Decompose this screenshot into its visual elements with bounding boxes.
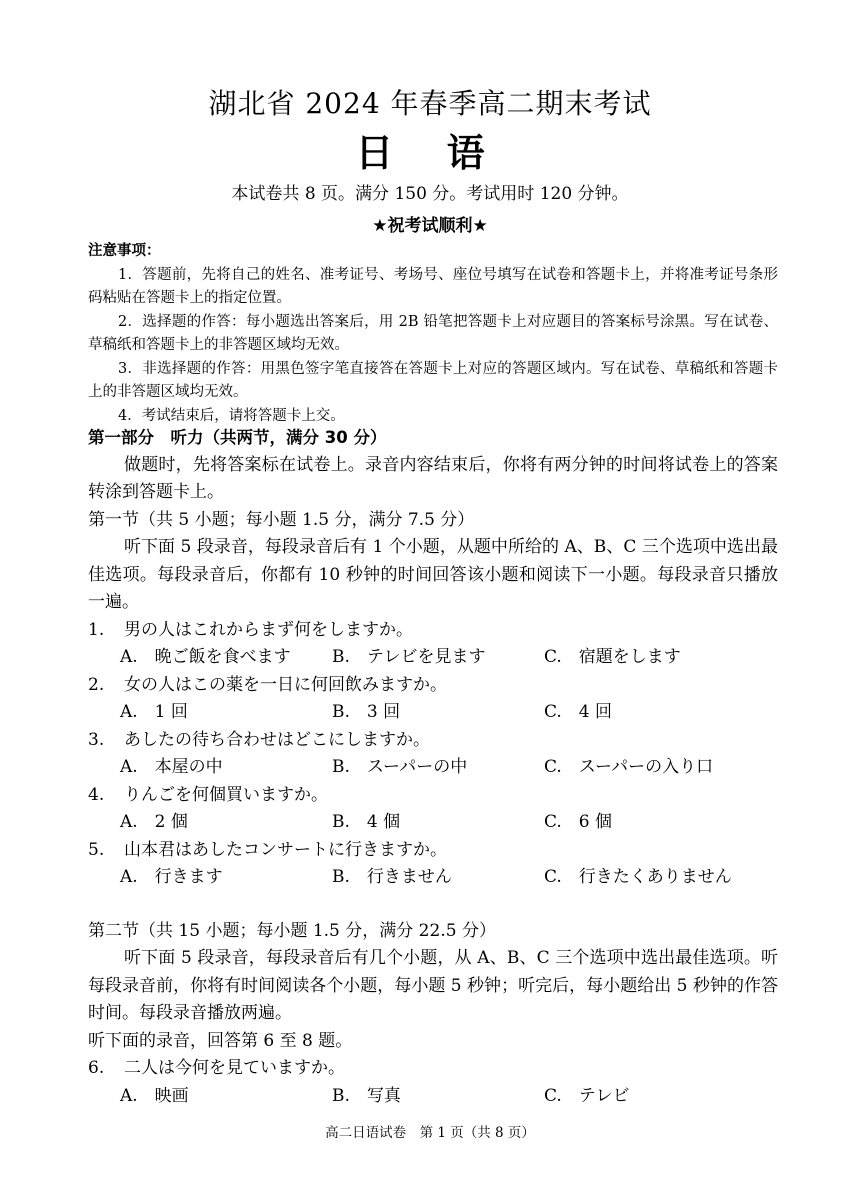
notice-item: 2．选择题的作答：每小题选出答案后，用 2B 铅笔把答题卡上对应题目的答案标号涂黑。写在试卷、草稿纸和答题卡上的非答题区域均无效。 <box>88 313 778 353</box>
option-a: A. 映画 <box>120 1085 189 1106</box>
notice-item: 1．答题前，先将自己的姓名、准考证号、考场号、座位号填写在试卷和答题卡上，并将准考证号条形码粘贴在答题卡上的指定位置。 <box>88 266 778 306</box>
question-text: 山本君はあしたコンサートに行きますか。 <box>124 839 447 860</box>
question-text: 男の人はこれからまず何をしますか。 <box>124 619 413 640</box>
notice-item: 3．非选择题的作答：用黑色签字笔直接答在答题卡上对应的答题区域内。写在试卷、草稿纸和答题卡上的非答题区域均无效。 <box>88 360 778 400</box>
option-a: A. 1 回 <box>120 702 188 722</box>
question-text: あしたの待ち合わせはどこにしますか。 <box>124 729 430 750</box>
exam-info: 本试卷共 8 页。满分 150 分。考试用时 120 分钟。 <box>231 184 629 204</box>
option-c: C. 行きたくありません <box>544 867 732 887</box>
question-number: 5. <box>88 839 105 860</box>
listening-section <box>88 424 778 1110</box>
question-3 <box>88 727 778 782</box>
question-5 <box>88 837 778 892</box>
question-number: 3. <box>88 729 105 750</box>
option-b: B. 3 回 <box>332 702 401 722</box>
section2-lead: 听下面的录音，回答第 6 至 8 题。 <box>88 1030 353 1051</box>
spacer <box>88 892 778 918</box>
option-b: B. スーパーの中 <box>332 757 468 777</box>
part1-heading: 第一部分 听力（共两节，满分 30 分） <box>88 428 387 447</box>
notice-item: 4．考试结束后，请将答题卡上交。 <box>118 407 345 424</box>
option-b: B. 写真 <box>332 1085 401 1106</box>
option-b: B. テレビを見ます <box>332 647 486 667</box>
question-6 <box>88 1055 778 1110</box>
question-number: 6. <box>88 1058 105 1078</box>
option-a: A. 行きます <box>120 867 223 887</box>
question-number: 4. <box>88 784 105 805</box>
section1-heading: 第一节（共 5 小题；每小题 1.5 分，满分 7.5 分） <box>88 509 475 530</box>
page-footer: 高二日语试卷 第 1 页（共 8 页） <box>325 1125 535 1141</box>
exam-title: 湖北省 2024 年春季高二期末考试 <box>208 87 652 120</box>
question-text: 二人は今何を見ていますか。 <box>124 1058 345 1078</box>
section2-heading: 第二节（共 15 小题；每小题 1.5 分，满分 22.5 分） <box>88 920 496 941</box>
option-c: C. 4 回 <box>544 702 613 722</box>
question-1 <box>88 617 778 672</box>
question-text: りんごを何個買いますか。 <box>124 784 328 805</box>
option-c: C. 宿題をします <box>544 647 681 667</box>
notice-heading: 注意事项： <box>88 243 161 259</box>
question-number: 1. <box>88 619 105 640</box>
option-b: B. 行きません <box>332 867 452 887</box>
question-text: 女の人はこの薬を一日に何回飲みますか。 <box>124 674 447 695</box>
section1-instruction: 听下面 5 段录音，每段录音后有 1 个小题，从题中所给的 A、B、C 三个选项中选出最佳选项。每段录音后，你都有 10 秒钟的时间回答该小题和阅读下一小题。每段录音只播放一遍。 <box>88 537 778 612</box>
good-luck-banner: ★祝考试顺利★ <box>372 216 488 236</box>
option-a: A. 晩ご飯を食べます <box>120 647 291 667</box>
subject-title: 日 语 <box>355 131 505 175</box>
option-c: C. スーパーの入り口 <box>544 757 714 777</box>
notice-section <box>88 240 778 428</box>
option-c: C. テレビ <box>544 1085 630 1106</box>
option-a: A. 本屋の中 <box>120 757 223 777</box>
section2-instruction: 听下面 5 段录音，每段录音后有几个小题，从 A、B、C 三个选项中选出最佳选项。听每段录音前，你将有时间阅读各个小题，每小题 5 秒钟；听完后，每小题给出 5 秒钟的作答时间。每段录音播放两遍。 <box>88 948 778 1023</box>
option-b: B. 4 個 <box>332 812 401 832</box>
question-number: 2. <box>88 674 105 695</box>
option-a: A. 2 個 <box>120 812 188 832</box>
question-2 <box>88 672 778 727</box>
question-4 <box>88 782 778 837</box>
part1-instruction: 做题时，先将答案标在试卷上。录音内容结束后，你将有两分钟的时间将试卷上的答案转涂到答题卡上。 <box>88 454 778 502</box>
option-c: C. 6 個 <box>544 812 613 832</box>
